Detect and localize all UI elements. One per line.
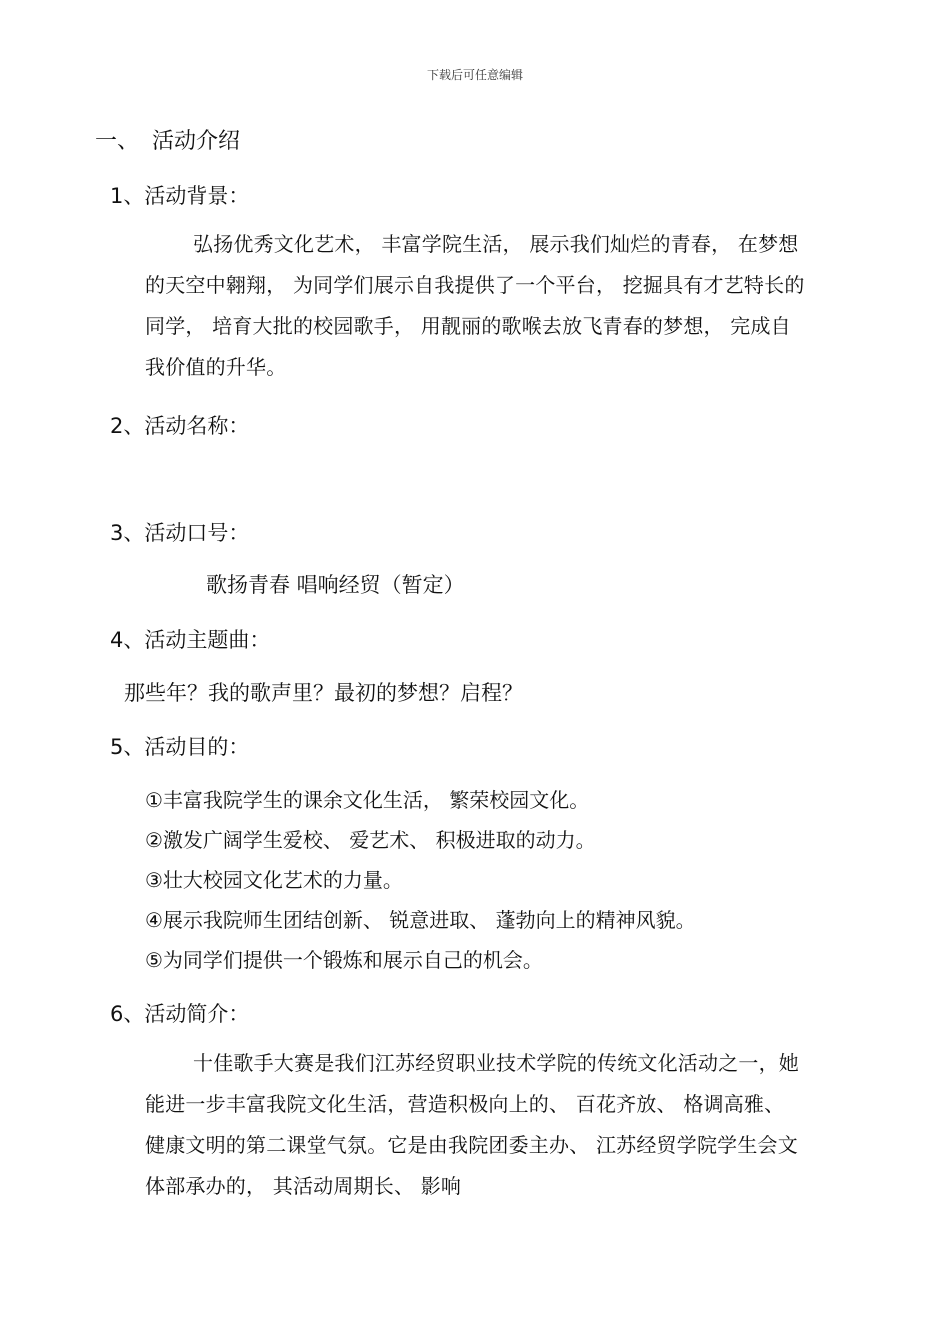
- list-item: ②激发广阔学生爱校、 爱艺术、 积极进取的动力。: [145, 828, 596, 852]
- section-title: 活动介绍: [152, 129, 241, 154]
- paragraph-intro: 十佳歌手大赛是我们江苏经贸职业技术学院的传统文化活动之一，她能进一步丰富我院文化生活，营造积极向上的、 百花齐放、 格调高雅、 健康文明的第二课堂气氛。它是由我院团委主办、 江苏经贸学院学生会文体部承办的， 其活动周期长、 影响: [145, 1051, 799, 1198]
- header-note: 下载后可任意编辑: [426, 68, 523, 82]
- list-item: ④展示我院师生团结创新、 锐意进取、 蓬勃向上的精神风貌。: [145, 908, 696, 932]
- heading-theme-song: 4、活动主题曲：: [110, 628, 271, 652]
- heading-purpose: 5、活动目的：: [110, 735, 250, 759]
- list-item: ⑤为同学们提供一个锻炼和展示自己的机会。: [145, 948, 543, 972]
- heading-intro: 6、活动简介：: [110, 1002, 250, 1026]
- list-item: ①丰富我院学生的课余文化生活， 繁荣校园文化。: [145, 788, 590, 812]
- heading-background: 1、活动背景：: [110, 184, 250, 208]
- slogan-text: 歌扬青春 唱响经贸（暂定）: [206, 573, 465, 597]
- list-item: ③壮大校园文化艺术的力量。: [145, 868, 403, 892]
- theme-song-text: 那些年？我的歌声里？最初的梦想？启程？: [124, 681, 523, 705]
- heading-slogan: 3、活动口号：: [110, 521, 250, 545]
- heading-name: 2、活动名称：: [110, 414, 250, 438]
- paragraph-background: 弘扬优秀文化艺术， 丰富学院生活， 展示我们灿烂的青春， 在梦想的天空中翱翔， 为同学们展示自我提供了一个平台， 挖掘具有才艺特长的同学， 培育大批的校园歌手， 用靓丽的歌喉去放飞青春的梦想， 完成自我价值的升华。: [145, 232, 805, 379]
- section-number: 一、: [95, 129, 140, 154]
